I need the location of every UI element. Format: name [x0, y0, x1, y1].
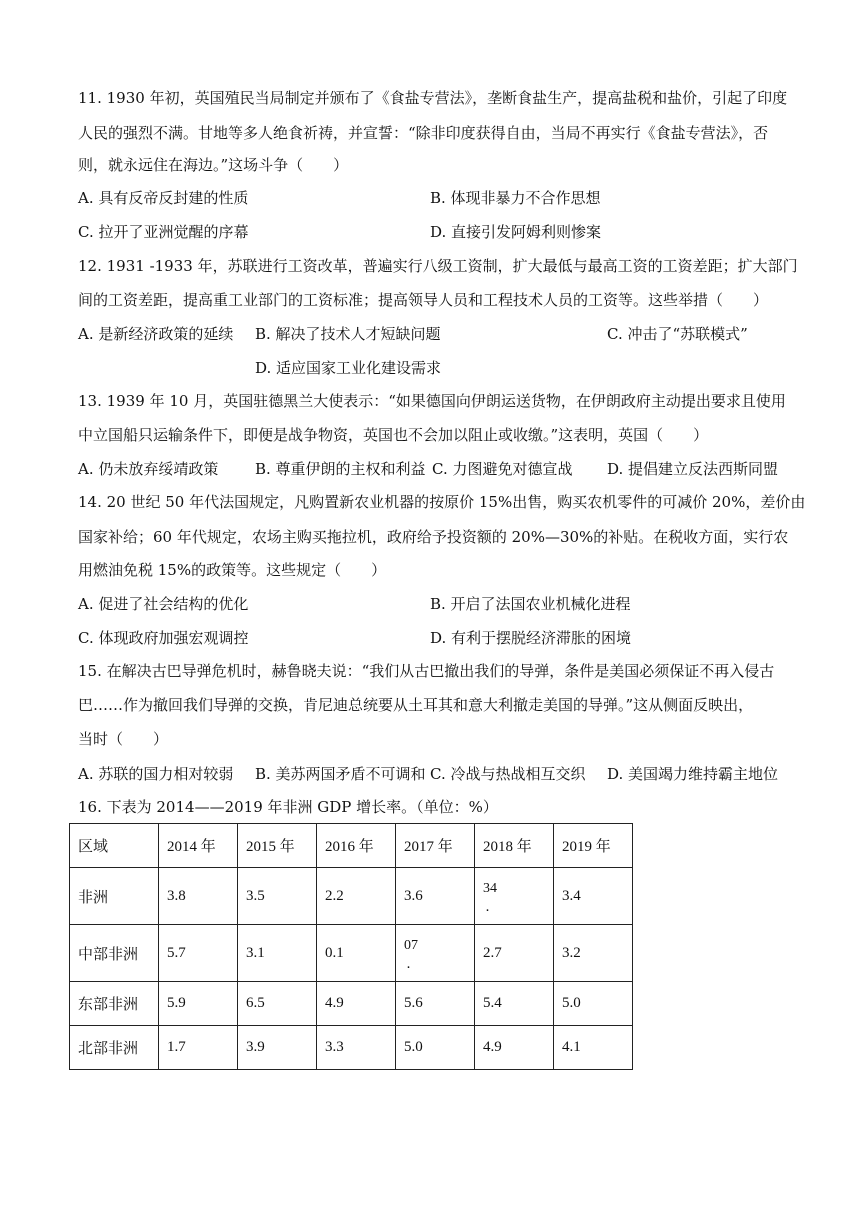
q15-line-3: 当时（ ） [78, 730, 169, 748]
table-cell: 3.4 [554, 868, 633, 925]
table-header-cell: 2018 年 [475, 824, 554, 868]
odd-dot: · [485, 902, 490, 919]
odd-digit: 7 [411, 937, 418, 953]
table-cell: 5.4 [475, 982, 554, 1026]
q15-option-b: B. 美苏两国矛盾不可调和 [255, 765, 426, 783]
q12-option-a: A. 是新经济政策的延续 [78, 325, 234, 343]
q15-line-2: 巴……作为撤回我们导弹的交换，肯尼迪总统要从土耳其和意大利撤走美国的导弹。”这从侧面反映出， [78, 696, 754, 714]
table-cell: 3.5 [238, 868, 317, 925]
odd-digit: 3 [483, 880, 490, 896]
table-cell: 2.2 [317, 868, 396, 925]
table-header-cell: 2017 年 [396, 824, 475, 868]
table-header-cell: 2015 年 [238, 824, 317, 868]
table-cell: 3.6 [396, 868, 475, 925]
q12-line-2: 间的工资差距，提高重工业部门的工资标准；提高领导人员和工程技术人员的工资等。这些举措（ ） [78, 291, 769, 309]
q14-option-c: C. 体现政府加强宏观调控 [78, 629, 249, 647]
table-cell: 5.9 [159, 982, 238, 1026]
q13-option-a: A. 仍未放弃绥靖政策 [78, 460, 219, 478]
q14-line-1: 14. 20 世纪 50 年代法国规定，凡购置新农业机器的按原价 15%出售，购买农机零件的可减价 20%，差价由 [78, 493, 806, 511]
q13-line-2: 中立国船只运输条件下，即便是战争物资，英国也不会加以阻止或收缴。”这表明，英国（ ） [78, 426, 709, 444]
table-row [70, 982, 633, 1026]
q12-option-d: D. 适应国家工业化建设需求 [255, 359, 442, 377]
q12-option-b: B. 解决了技术人才短缺问题 [255, 325, 441, 343]
table-cell: 3.9 [238, 1026, 317, 1070]
table-row [70, 1026, 633, 1070]
q13-option-c: C. 力图避免对德宣战 [432, 460, 573, 478]
table-cell-odd-3-4 [475, 868, 554, 925]
table-cell: 6.5 [238, 982, 317, 1026]
q11-line-1: 11. 1930 年初，英国殖民当局制定并颁布了《食盐专营法》，垄断食盐生产，提高盐税和盐价，引起了印度 [78, 89, 788, 107]
table-cell: 3.2 [554, 925, 633, 982]
q11-line-2: 人民的强烈不满。甘地等多人绝食祈祷，并宣誓：“除非印度获得自由，当局不再实行《食盐专营法》，否 [78, 124, 769, 142]
q14-option-d: D. 有利于摆脱经济滞胀的困境 [430, 629, 632, 647]
q15-line-1: 15. 在解决古巴导弹危机时，赫鲁晓夫说：“我们从古巴撤出我们的导弹，条件是美国必须保证不再入侵古 [78, 662, 775, 680]
table-cell: 5.0 [396, 1026, 475, 1070]
table-cell: 3.1 [238, 925, 317, 982]
q11-option-b: B. 体现非暴力不合作思想 [430, 189, 601, 207]
table-cell-region: 非洲 [70, 868, 159, 925]
gdp-growth-table [69, 823, 633, 1070]
q14-line-2: 国家补给；60 年代规定，农场主购买拖拉机，政府给予投资额的 20%—30%的补贴。在税收方面，实行农 [78, 528, 789, 546]
q15-option-a: A. 苏联的国力相对较弱 [78, 765, 234, 783]
q15-option-c: C. 冷战与热战相互交织 [430, 765, 586, 783]
table-cell: 0.1 [317, 925, 396, 982]
q14-line-3: 用燃油免税 15%的政策等。这些规定（ ） [78, 561, 387, 579]
table-cell: 4.9 [317, 982, 396, 1026]
q13-line-1: 13. 1939 年 10 月，英国驻德黑兰大使表示：“如果德国向伊朗运送货物，在伊朗政府主动提出要求且使用 [78, 392, 786, 410]
table-header-cell: 2019 年 [554, 824, 633, 868]
q14-option-a: A. 促进了社会结构的优化 [78, 595, 249, 613]
table-header-cell: 2014 年 [159, 824, 238, 868]
table-header-cell: 2016 年 [317, 824, 396, 868]
q11-option-c: C. 拉开了亚洲觉醒的序幕 [78, 223, 249, 241]
table-cell: 5.6 [396, 982, 475, 1026]
table-row [70, 868, 633, 925]
q16-line-1: 16. 下表为 2014——2019 年非洲 GDP 增长率。（单位：%） [78, 798, 498, 816]
table-cell: 3.8 [159, 868, 238, 925]
odd-digit: 0 [404, 937, 411, 953]
table-cell: 4.1 [554, 1026, 633, 1070]
odd-digit: 4 [490, 880, 497, 896]
odd-value [404, 937, 418, 976]
table-cell-region: 中部非洲 [70, 925, 159, 982]
table-cell-odd-0-7 [396, 925, 475, 982]
table-cell: 4.9 [475, 1026, 554, 1070]
table-cell: 2.7 [475, 925, 554, 982]
q15-option-d: D. 美国竭力维持霸主地位 [607, 765, 779, 783]
table-row [70, 925, 633, 982]
table-cell: 3.3 [317, 1026, 396, 1070]
table-cell-region: 东部非洲 [70, 982, 159, 1026]
q12-option-c: C. 冲击了“苏联模式” [607, 325, 748, 343]
table-cell-region: 北部非洲 [70, 1026, 159, 1070]
q11-line-3: 则，就永远住在海边。”这场斗争（ ） [78, 156, 349, 174]
table-header-row [70, 824, 633, 868]
q11-option-d: D. 直接引发阿姆利则惨案 [430, 223, 602, 241]
table-header-cell: 区域 [70, 824, 159, 868]
q11-option-a: A. 具有反帝反封建的性质 [78, 189, 249, 207]
odd-dot: · [406, 959, 411, 976]
q14-option-b: B. 开启了法国农业机械化进程 [430, 595, 631, 613]
q12-line-1: 12. 1931 -1933 年，苏联进行工资改革，普遍实行八级工资制，扩大最低与最高工资的工资差距；扩大部门 [78, 257, 798, 275]
table-cell: 5.0 [554, 982, 633, 1026]
q13-option-b: B. 尊重伊朗的主权和利益 [255, 460, 426, 478]
table-cell: 5.7 [159, 925, 238, 982]
table-cell: 1.7 [159, 1026, 238, 1070]
odd-value [483, 880, 497, 919]
q13-option-d: D. 提倡建立反法西斯同盟 [607, 460, 779, 478]
